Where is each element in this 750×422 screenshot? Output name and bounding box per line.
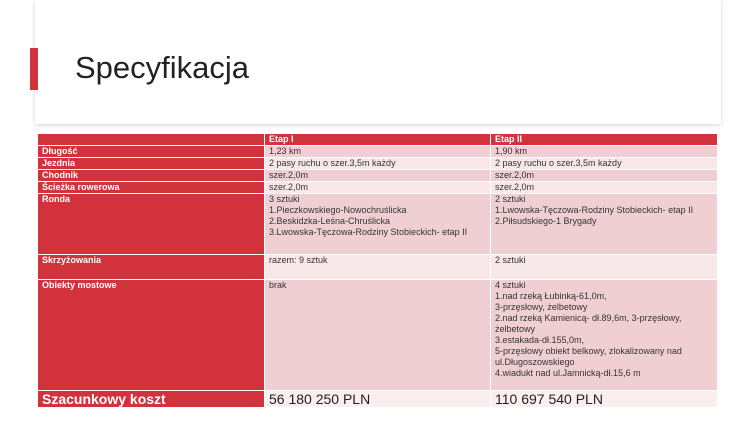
etap1-cell	[265, 170, 491, 182]
table-row	[38, 182, 718, 194]
cell-line: brak	[269, 280, 287, 290]
cell-line: 4.wiadukt nad ul.Jamnicką-dł.15,6 m	[495, 368, 641, 378]
row-label: Ronda	[38, 194, 265, 255]
cell-line: 1.Pieczkowskiego-Nowochruślicka	[269, 205, 407, 215]
row-label: Obiekty mostowe	[38, 280, 265, 391]
cell-line: 2 sztuki	[495, 194, 526, 204]
etap1-cell	[265, 255, 491, 280]
etap2-cell	[491, 158, 718, 170]
cell-line: szer.2,0m	[495, 182, 535, 192]
cost-etap-2: 110 697 540 PLN	[491, 391, 718, 408]
header-etap-2: Etap II	[491, 134, 718, 146]
row-label: Długość	[38, 146, 265, 158]
etap2-cell	[491, 280, 718, 391]
cost-row	[38, 391, 718, 408]
cell-line: razem: 9 sztuk	[269, 255, 328, 265]
table-header-row	[38, 134, 718, 146]
cell-line: 5-przęsłowy obiekt belkowy, zlokalizowany nad	[495, 346, 682, 356]
cell-line: szer.2,0m	[269, 170, 309, 180]
cost-etap-1: 56 180 250 PLN	[265, 391, 491, 408]
cell-line: 4 sztuki	[495, 280, 526, 290]
row-label: Jezdnia	[38, 158, 265, 170]
row-label: Chodnik	[38, 170, 265, 182]
etap1-cell	[265, 182, 491, 194]
cell-line: 2 sztuki	[495, 255, 526, 265]
cell-line: żelbetowy	[495, 324, 536, 334]
table-row	[38, 158, 718, 170]
etap1-cell	[265, 158, 491, 170]
specification-table	[37, 133, 718, 408]
etap2-cell	[491, 182, 718, 194]
table-row	[38, 170, 718, 182]
title-accent-bar	[30, 48, 38, 90]
cell-line: 2 pasy ruchu o szer.3,5m każdy	[269, 158, 396, 168]
cell-line: 3.estakada-dł.155,0m,	[495, 335, 585, 345]
cell-line: 2 pasy ruchu o szer.3,5m każdy	[495, 158, 622, 168]
cell-line: szer.2,0m	[269, 182, 309, 192]
row-label: Skrzyżowania	[38, 255, 265, 280]
cell-line: 1.Lwowska-Tęczowa-Rodziny Stobieckich- etap II	[495, 205, 694, 215]
etap1-cell	[265, 280, 491, 391]
etap2-cell	[491, 194, 718, 255]
cell-line: 1.nad rzeką Łubinką-61,0m,	[495, 291, 607, 301]
table-row	[38, 194, 718, 255]
cost-label: Szacunkowy koszt	[38, 391, 265, 408]
etap1-cell	[265, 194, 491, 255]
etap2-cell	[491, 146, 718, 158]
cell-line: 3.Lwowska-Tęczowa-Rodziny Stobieckich- etap II	[269, 227, 468, 237]
page-title: Specyfikacja	[75, 50, 250, 85]
table-row	[38, 280, 718, 391]
cell-line: 2.Beskidzka-Leśna-Chruślicka	[269, 216, 391, 226]
etap1-cell	[265, 146, 491, 158]
cell-line: 3 sztuki	[269, 194, 300, 204]
cell-line: szer.2,0m	[495, 170, 535, 180]
row-label: Ścieżka rowerowa	[38, 182, 265, 194]
etap2-cell	[491, 170, 718, 182]
header-empty	[38, 134, 265, 146]
table-row	[38, 255, 718, 280]
etap2-cell	[491, 255, 718, 280]
cell-line: ul.Długoszowskiego	[495, 357, 575, 367]
cell-line: 2.Piłsudskiego-1 Brygady	[495, 216, 597, 226]
cell-line: 1,23 km	[269, 146, 302, 156]
cell-line: 3-przęsłowy, żelbetowy	[495, 302, 588, 312]
cell-line: 2.nad rzeką Kamienicą- dł.89,6m, 3-przęsłowy,	[495, 313, 682, 323]
header-etap-1: Etap I	[265, 134, 491, 146]
table-row	[38, 146, 718, 158]
cell-line: 1,90 km	[495, 146, 528, 156]
